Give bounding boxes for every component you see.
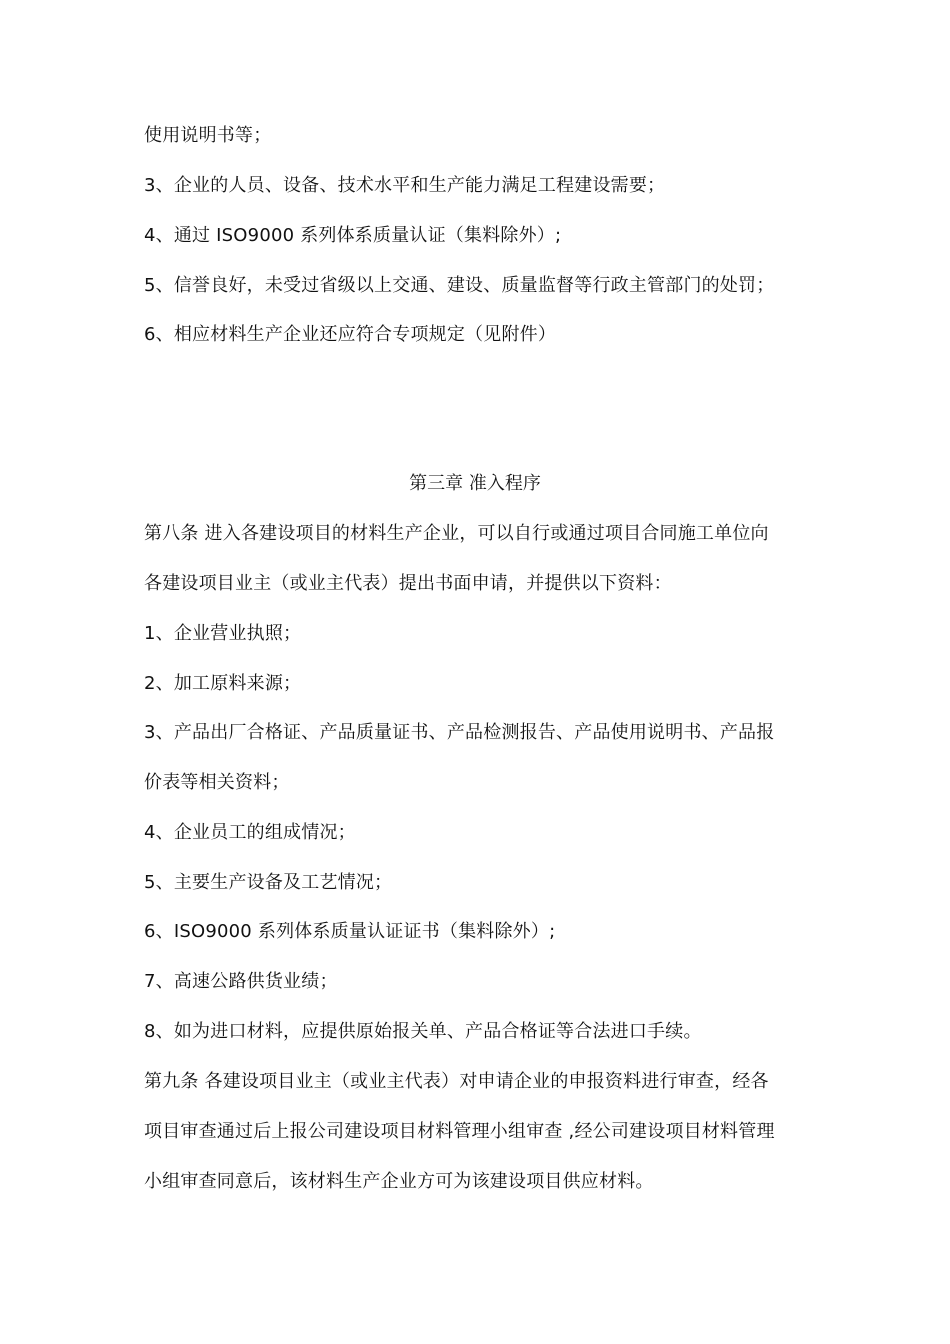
article-9-text: 小组审查同意后，该材料生产企业方可为该建设项目供应材料。 xyxy=(144,1171,654,1192)
list-item: 6、ISO9000 系列体系质量认证证书（集料除外）; xyxy=(144,921,556,942)
list-item: 4、企业员工的组成情况； xyxy=(144,822,356,843)
article-9-text: 项目审查通过后上报公司建设项目材料管理小组审查 ,经公司建设项目材料管理 xyxy=(144,1121,775,1142)
chapter-title: 第三章 准入程序 xyxy=(409,473,541,494)
article-8-text: 第八条 进入各建设项目的材料生产企业，可以自行或通过项目合同施工单位向 xyxy=(144,523,769,544)
text-line: 使用说明书等； xyxy=(144,125,272,146)
list-item: 5、信誉良好，未受过省级以上交通、建设、质量监督等行政主管部门的处罚； xyxy=(144,275,775,296)
article-8-text: 各建设项目业主（或业主代表）提出书面申请，并提供以下资料： xyxy=(144,573,672,594)
list-item: 3、产品出厂合格证、产品质量证书、产品检测报告、产品使用说明书、产品报 xyxy=(144,722,775,743)
list-item: 2、加工原料来源； xyxy=(144,673,302,694)
list-item: 6、相应材料生产企业还应符合专项规定（见附件） xyxy=(144,324,557,345)
article-9-text: 第九条 各建设项目业主（或业主代表）对申请企业的申报资料进行审查，经各 xyxy=(144,1071,769,1092)
list-item: 3、企业的人员、设备、技术水平和生产能力满足工程建设需要； xyxy=(144,175,666,196)
list-item: 4、通过 ISO9000 系列体系质量认证（集料除外）; xyxy=(144,225,562,246)
list-item: 价表等相关资料； xyxy=(144,772,290,793)
list-item: 7、高速公路供货业绩； xyxy=(144,971,338,992)
list-item: 1、企业营业执照； xyxy=(144,623,302,644)
list-item: 5、主要生产设备及工艺情况； xyxy=(144,872,393,893)
list-item: 8、如为进口材料，应提供原始报关单、产品合格证等合法进口手续。 xyxy=(144,1021,702,1042)
